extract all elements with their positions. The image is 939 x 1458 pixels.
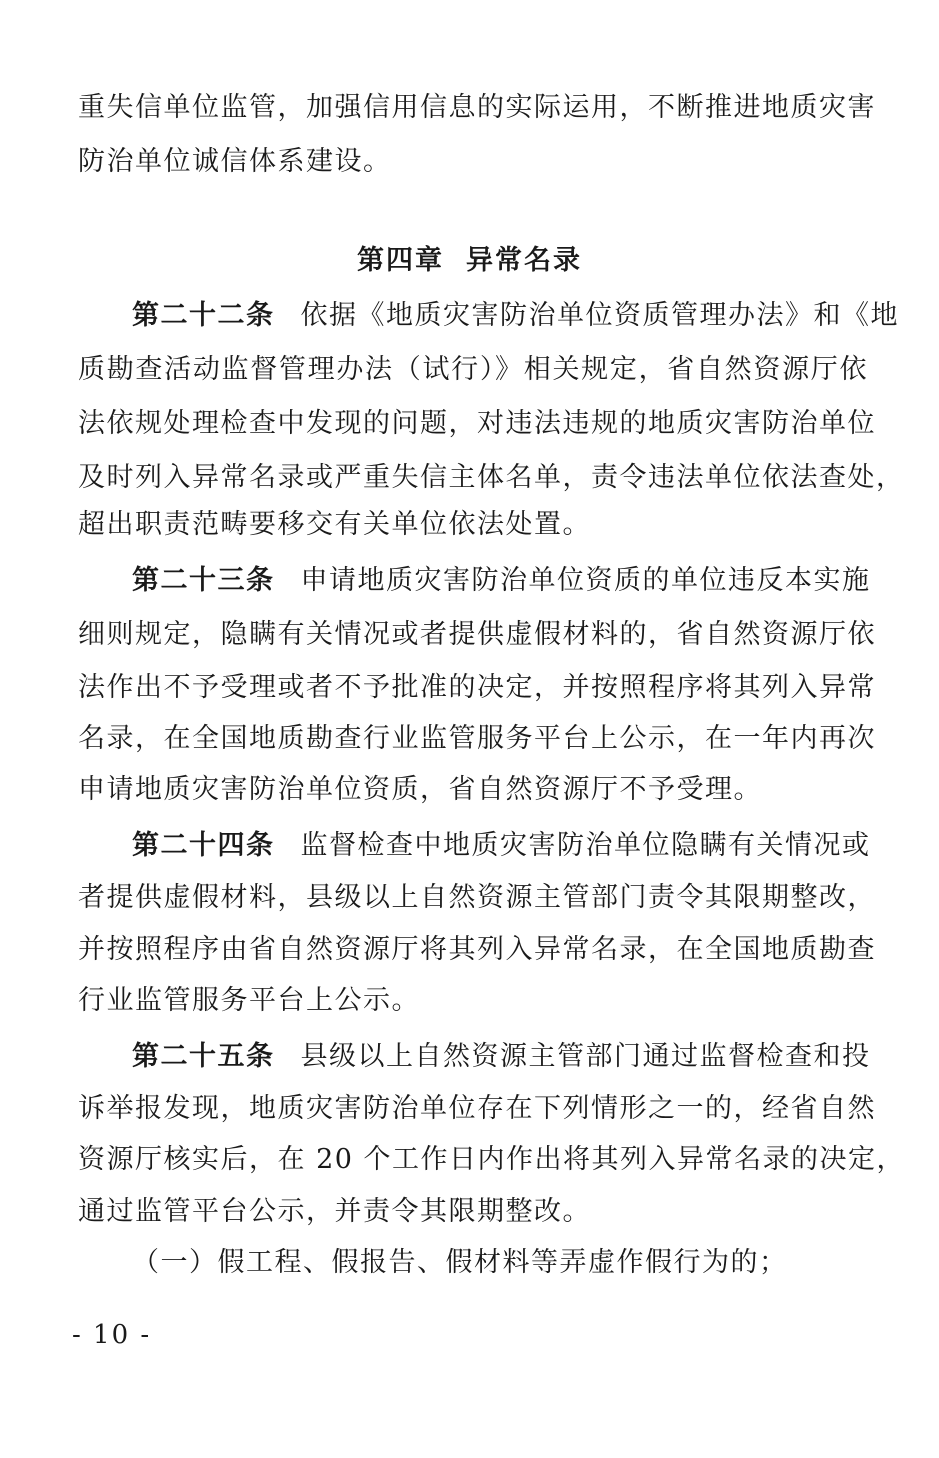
article-23-line-3: 法作出不予受理或者不予批准的决定，并按照程序将其列入异常 xyxy=(78,672,876,703)
article-25-line-3: 资源厅核实后，在 20 个工作日内作出将其列入异常名录的决定， xyxy=(78,1144,906,1175)
article-23-line-2: 细则规定，隐瞒有关情况或者提供虚假材料的，省自然资源厅依 xyxy=(78,619,876,650)
article-25-text-1: 县级以上自然资源主管部门通过监督检查和投 xyxy=(300,1041,871,1072)
article-24-first-line xyxy=(132,828,871,864)
article-23-line-5: 申请地质灾害防治单位资质，省自然资源厅不予受理。 xyxy=(78,774,762,805)
article-25-line-2: 诉举报发现，地质灾害防治单位存在下列情形之一的，经省自然 xyxy=(78,1093,876,1124)
article-22-line-2: 质勘查活动监督管理办法（试行）》相关规定，省自然资源厅依 xyxy=(78,354,868,385)
article-23-first-line xyxy=(132,563,871,599)
article-24-line-4: 行业监管服务平台上公示。 xyxy=(78,985,420,1016)
article-23-line-4: 名录，在全国地质勘查行业监管服务平台上公示，在一年内再次 xyxy=(78,723,876,754)
intro-line-1: 重失信单位监管，加强信用信息的实际运用，不断推进地质灾害 xyxy=(78,92,876,123)
intro-line-2: 防治单位诚信体系建设。 xyxy=(78,146,392,177)
list-item-1: （一）假工程、假报告、假材料等弄虚作假行为的； xyxy=(132,1247,788,1278)
article-25-first-line xyxy=(132,1039,871,1075)
article-24-line-3: 并按照程序由省自然资源厅将其列入异常名录，在全国地质勘查 xyxy=(78,934,876,965)
article-22-first-line xyxy=(132,298,899,334)
chapter-heading xyxy=(0,243,939,279)
article-24-line-2: 者提供虚假材料，县级以上自然资源主管部门责令其限期整改， xyxy=(78,882,876,913)
chapter-number: 第四章 xyxy=(357,245,444,276)
page-number: - 10 - xyxy=(72,1320,152,1350)
article-22-label: 第二十二条 xyxy=(132,300,275,331)
article-22-line-5: 超出职责范畴要移交有关单位依法处置。 xyxy=(78,509,591,540)
article-24-label: 第二十四条 xyxy=(132,830,275,861)
article-25-label: 第二十五条 xyxy=(132,1041,275,1072)
article-25-line-4: 通过监管平台公示，并责令其限期整改。 xyxy=(78,1196,591,1227)
article-22-line-3: 法依规处理检查中发现的问题，对违法违规的地质灾害防治单位 xyxy=(78,408,876,439)
article-23-label: 第二十三条 xyxy=(132,565,275,596)
article-24-text-1: 监督检查中地质灾害防治单位隐瞒有关情况或 xyxy=(300,830,871,861)
article-22-text-1: 依据《地质灾害防治单位资质管理办法》和《地 xyxy=(300,300,899,331)
article-23-text-1: 申请地质灾害防治单位资质的单位违反本实施 xyxy=(300,565,871,596)
article-22-line-4: 及时列入异常名录或严重失信主体名单，责令违法单位依法查处， xyxy=(78,462,905,493)
chapter-title: 异常名录 xyxy=(466,245,582,276)
